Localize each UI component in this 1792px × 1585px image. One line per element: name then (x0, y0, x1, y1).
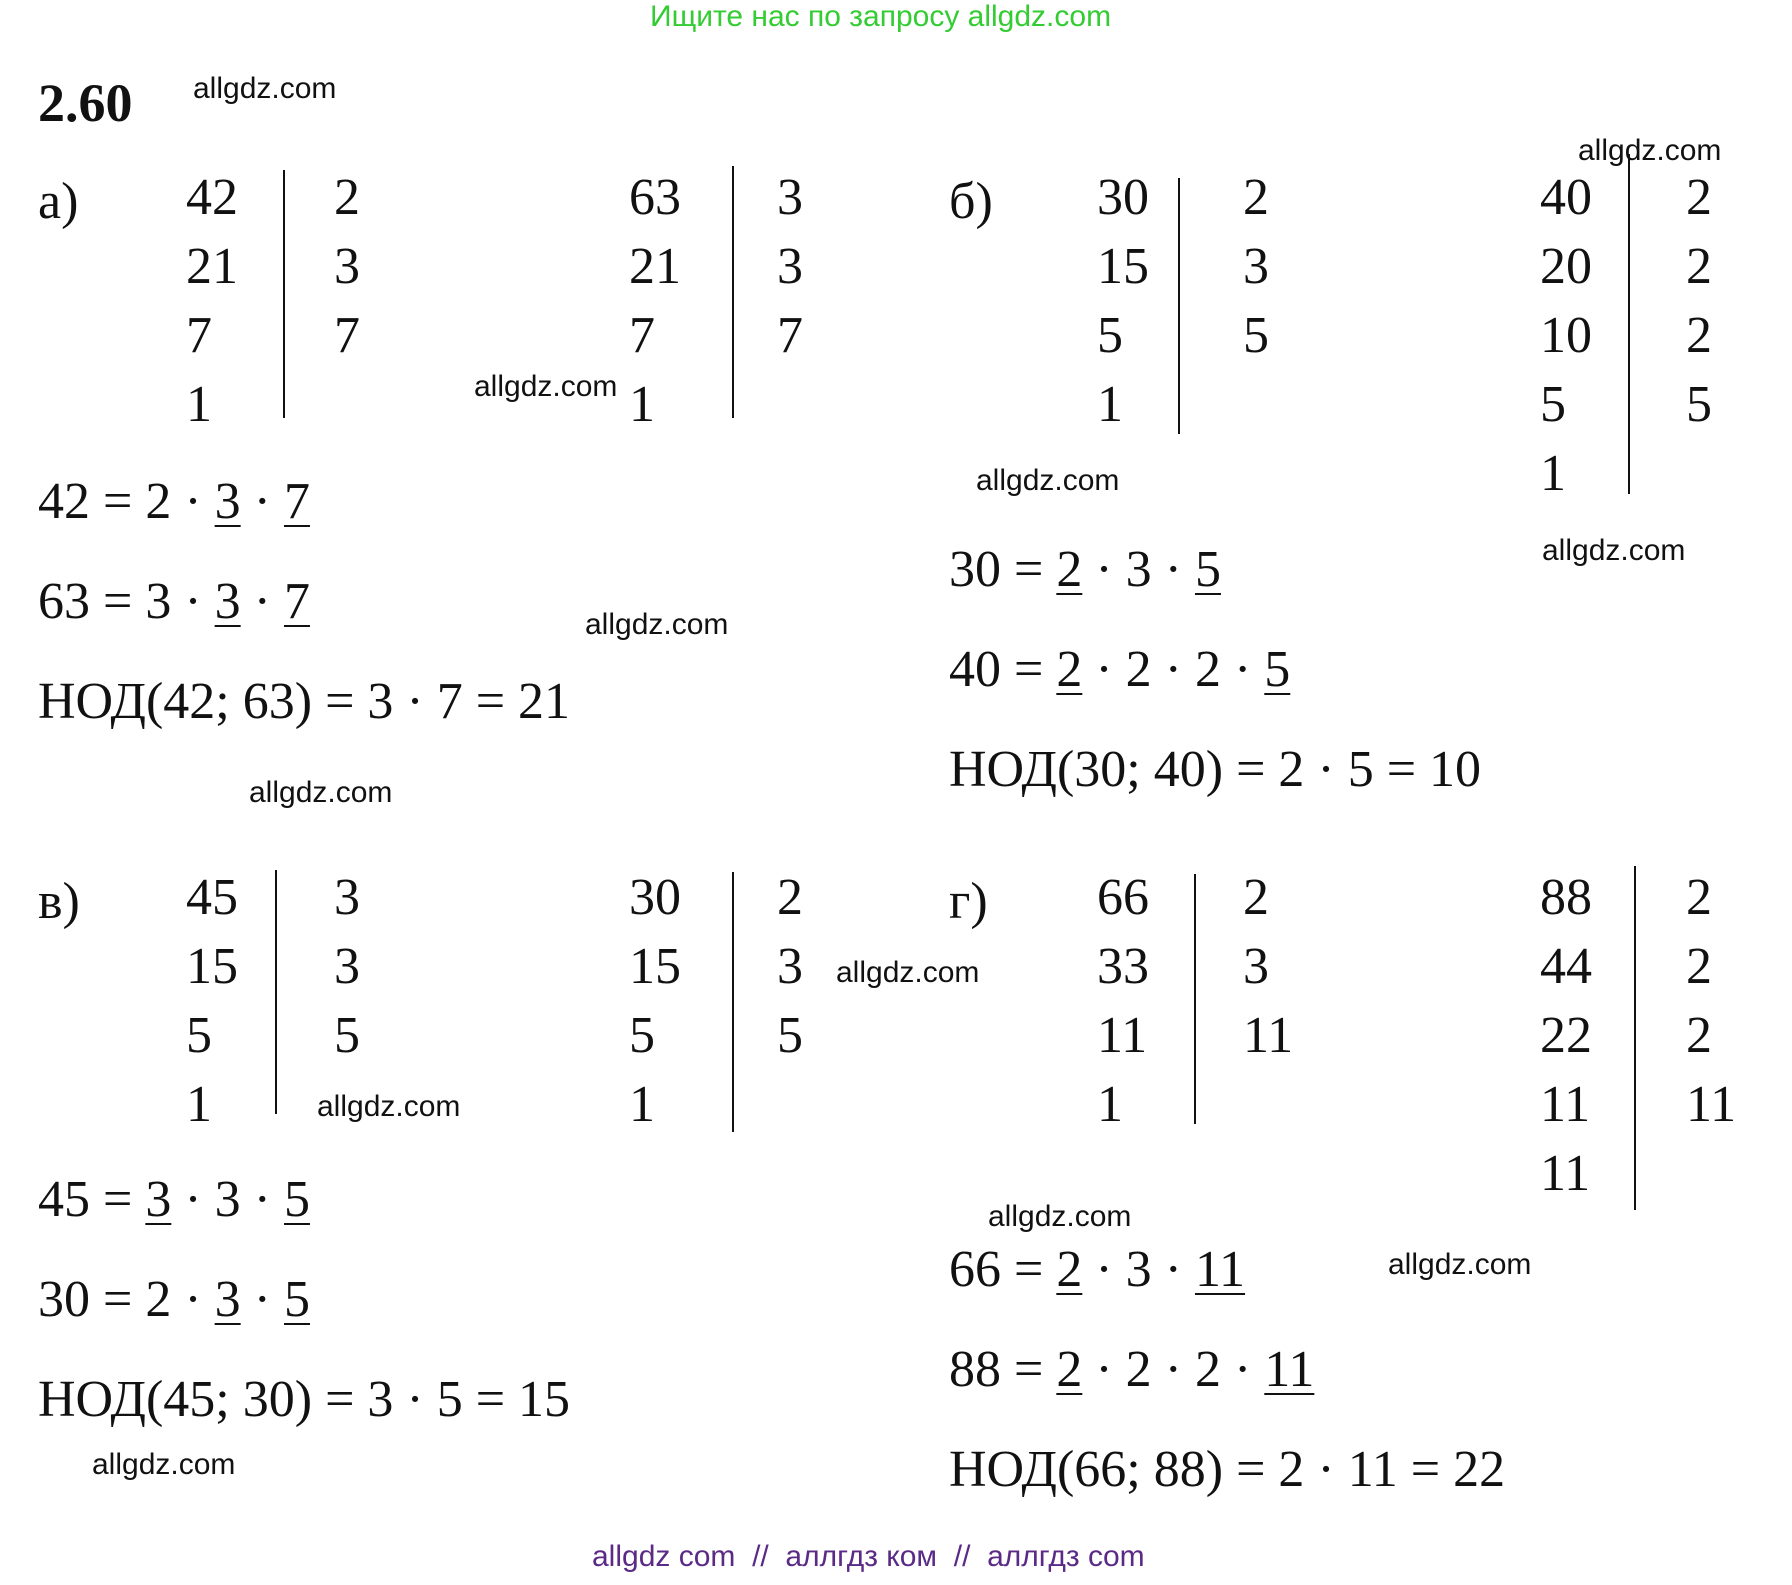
common-factor: 5 (283, 1171, 310, 1228)
dividend: 15 (629, 938, 681, 995)
part-label: в) (38, 873, 80, 930)
prime-divisor: 2 (334, 169, 360, 226)
factorization-equation: 66 = 2 · 3 · 11 (949, 1241, 1246, 1298)
dividend: 1 (186, 1076, 212, 1133)
prime-divisor: 3 (1243, 238, 1269, 295)
factorization-equation: 63 = 3 · 3 · 7 (38, 573, 310, 630)
prime-divisor: 2 (1243, 169, 1269, 226)
dividend: 1 (629, 376, 655, 433)
prime-divisor: 3 (334, 238, 360, 295)
prime-divisor: 7 (777, 307, 803, 364)
watermark: allgdz.com (976, 464, 1120, 497)
dividend: 44 (1540, 938, 1592, 995)
gcd-equation: НОД(30; 40) = 2 · 5 = 10 (949, 741, 1482, 798)
common-factor: 2 (1056, 1341, 1083, 1398)
prime-divisor: 3 (777, 238, 803, 295)
division-line (275, 870, 277, 1114)
common-factor: 2 (1056, 541, 1083, 598)
common-factor: 11 (1194, 1241, 1246, 1298)
dividend: 1 (1097, 376, 1123, 433)
dividend: 45 (186, 869, 238, 926)
dividend: 1 (186, 376, 212, 433)
prime-divisor: 2 (1686, 938, 1712, 995)
part-label: а) (38, 173, 79, 230)
common-factor: 2 (1056, 641, 1083, 698)
dividend: 15 (186, 938, 238, 995)
prime-divisor: 5 (777, 1007, 803, 1064)
division-line (283, 170, 285, 418)
common-factor: 7 (283, 473, 310, 530)
prime-divisor: 2 (777, 869, 803, 926)
division-line (732, 166, 734, 418)
prime-divisor: 5 (334, 1007, 360, 1064)
dividend: 1 (1540, 445, 1566, 502)
prime-divisor: 11 (1686, 1076, 1737, 1133)
gcd-equation: НОД(42; 63) = 3 · 7 = 21 (38, 673, 571, 730)
prime-divisor: 3 (334, 869, 360, 926)
footer-links: allgdz com // аллгдз ком // аллгдз com (592, 1540, 1145, 1573)
dividend: 5 (186, 1007, 212, 1064)
prime-divisor: 2 (1686, 1007, 1712, 1064)
prime-divisor: 2 (1686, 169, 1712, 226)
division-line (1634, 866, 1636, 1210)
watermark: allgdz.com (249, 776, 393, 809)
factorization-equation: 30 = 2 · 3 · 5 (949, 541, 1221, 598)
prime-divisor: 2 (1243, 869, 1269, 926)
watermark: allgdz.com (1542, 534, 1686, 567)
dividend: 1 (629, 1076, 655, 1133)
common-factor: 3 (214, 573, 241, 630)
gcd-equation: НОД(66; 88) = 2 · 11 = 22 (949, 1441, 1506, 1498)
dividend: 11 (1097, 1007, 1148, 1064)
dividend: 5 (1097, 307, 1123, 364)
dividend: 63 (629, 169, 681, 226)
common-factor: 5 (1264, 641, 1291, 698)
prime-divisor: 2 (1686, 869, 1712, 926)
top-banner: Ищите нас по запросу allgdz.com (650, 0, 1112, 33)
dividend: 30 (1097, 169, 1149, 226)
problem-number: 2.60 (38, 73, 133, 133)
common-factor: 5 (283, 1271, 310, 1328)
common-factor: 3 (214, 473, 241, 530)
dividend: 21 (629, 238, 681, 295)
common-factor: 11 (1264, 1341, 1315, 1398)
dividend: 30 (629, 869, 681, 926)
prime-divisor: 3 (1243, 938, 1269, 995)
watermark: allgdz.com (474, 370, 618, 403)
prime-divisor: 3 (777, 169, 803, 226)
dividend: 42 (186, 169, 238, 226)
dividend: 11 (1540, 1145, 1591, 1202)
common-factor: 5 (1194, 541, 1221, 598)
watermark: allgdz.com (317, 1090, 461, 1123)
dividend: 21 (186, 238, 238, 295)
division-line (732, 872, 734, 1132)
prime-divisor: 11 (1243, 1007, 1294, 1064)
watermark: allgdz.com (193, 72, 337, 105)
dividend: 5 (1540, 376, 1566, 433)
factorization-equation: 30 = 2 · 3 · 5 (38, 1271, 310, 1328)
prime-divisor: 3 (334, 938, 360, 995)
watermark: allgdz.com (1578, 134, 1722, 167)
dividend: 66 (1097, 869, 1149, 926)
dividend: 33 (1097, 938, 1149, 995)
watermark: allgdz.com (92, 1448, 236, 1481)
dividend: 15 (1097, 238, 1149, 295)
gcd-equation: НОД(45; 30) = 3 · 5 = 15 (38, 1371, 571, 1428)
watermark: allgdz.com (1388, 1248, 1532, 1281)
factorization-equation: 42 = 2 · 3 · 7 (38, 473, 310, 530)
dividend: 5 (629, 1007, 655, 1064)
dividend: 22 (1540, 1007, 1592, 1064)
watermark: allgdz.com (836, 956, 980, 989)
division-line (1628, 154, 1630, 494)
prime-divisor: 2 (1686, 238, 1712, 295)
dividend: 1 (1097, 1076, 1123, 1133)
division-line (1194, 874, 1196, 1124)
dividend: 7 (629, 307, 655, 364)
dividend: 10 (1540, 307, 1592, 364)
common-factor: 2 (1056, 1241, 1083, 1298)
factorization-equation: 88 = 2 · 2 · 2 · 11 (949, 1341, 1315, 1398)
common-factor: 3 (214, 1271, 241, 1328)
prime-divisor: 2 (1686, 307, 1712, 364)
dividend: 11 (1540, 1076, 1591, 1133)
dividend: 20 (1540, 238, 1592, 295)
prime-divisor: 3 (777, 938, 803, 995)
dividend: 7 (186, 307, 212, 364)
part-label: б) (949, 173, 993, 230)
dividend: 88 (1540, 869, 1592, 926)
prime-divisor: 5 (1243, 307, 1269, 364)
dividend: 40 (1540, 169, 1592, 226)
prime-divisor: 7 (334, 307, 360, 364)
watermark: allgdz.com (988, 1200, 1132, 1233)
part-label: г) (949, 873, 988, 930)
common-factor: 7 (283, 573, 310, 630)
factorization-equation: 45 = 3 · 3 · 5 (38, 1171, 310, 1228)
factorization-equation: 40 = 2 · 2 · 2 · 5 (949, 641, 1291, 698)
prime-divisor: 5 (1686, 376, 1712, 433)
watermark: allgdz.com (585, 608, 729, 641)
common-factor: 3 (145, 1171, 172, 1228)
division-line (1178, 178, 1180, 434)
